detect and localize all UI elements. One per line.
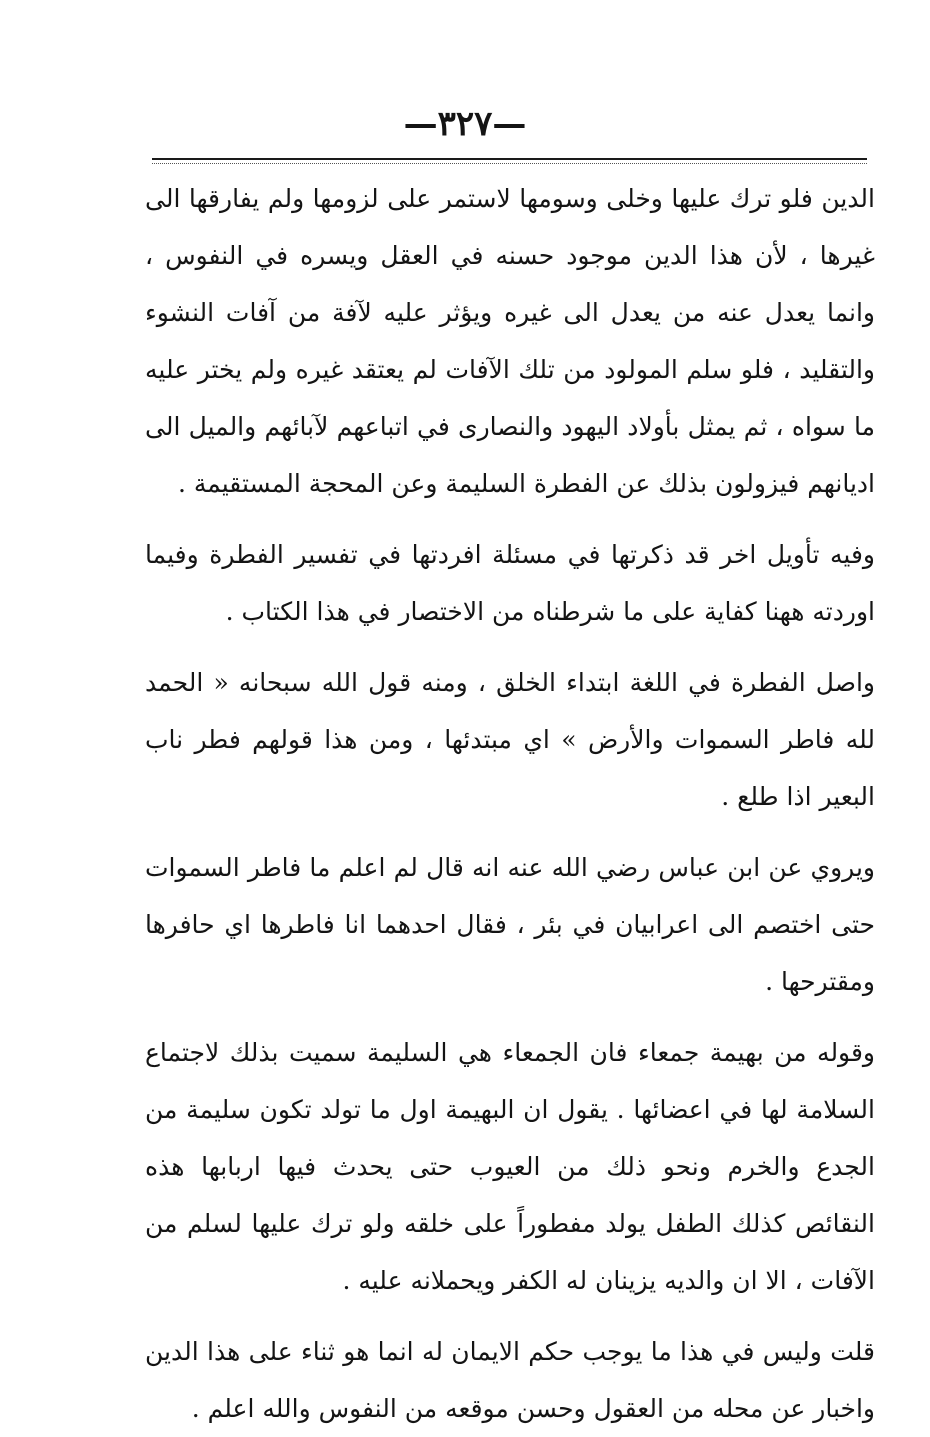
page-number: —٣٢٧—	[403, 104, 527, 144]
paragraph-6: قلت وليس في هذا ما يوجب حكم الايمان له انما هو ثناء على هذا الدين واخبار عن محله من العقول وحسن موقعه من النفوس والله اعلم .	[145, 1337, 875, 1423]
header-rule-dotted	[152, 163, 867, 164]
paragraph-1: الدين فلو ترك عليها وخلى وسومها لاستمر على لزومها ولم يفارقها الى غيرها ، لأن هذا الدين موجود حسنه في العقل ويسره في النفوس ، وانما يعدل عنه من يعدل الى غيره ويؤثر عليه لآفة من آفات النشوء والتقليد ، فلو سلم المولود من تلك الآفات لم يعتقد غيره ولم يختر عليه ما سواه ، ثم يمثل بأولاد اليهود والنصارى في اتباعهم لآبائهم والميل الى اديانهم فيزولون بذلك عن الفطرة السليمة وعن المحجة المستقيمة .	[145, 184, 875, 498]
paragraph-2: وفيه تأويل اخر قد ذكرتها في مسئلة افردتها في تفسير الفطرة وفيما اوردته ههنا كفاية على ما شرطناه من الاختصار في هذا الكتاب .	[145, 540, 875, 626]
paragraph-4: ويروي عن ابن عباس رضي الله عنه انه قال لم اعلم ما فاطر السموات حتى اختصم الى اعرابيان في بئر ، فقال احدهما انا فاطرها اي حافرها ومقترحها .	[145, 853, 875, 996]
paragraph-5: وقوله من بهيمة جمعاء فان الجمعاء هي السليمة سميت بذلك لاجتماع السلامة لها في اعضائها . يقول ان البهيمة اول ما تولد تكون سليمة من الجدع والخرم ونحو ذلك من العيوب حتى يحدث فيها اربابها هذه النقائص كذلك الطفل يولد مفطوراً على خلقه ولو ترك عليها لسلم من الآفات ، الا ان والديه يزينان له الكفر ويحملانه عليه .	[145, 1038, 875, 1295]
text-body	[145, 170, 875, 1437]
header-rule	[152, 158, 867, 160]
paragraph-3: واصل الفطرة في اللغة ابتداء الخلق ، ومنه قول الله سبحانه « الحمد لله فاطر السموات والأرض » اي مبتدئها ، ومن هذا قولهم فطر ناب البعير اذا طلع .	[145, 668, 875, 811]
